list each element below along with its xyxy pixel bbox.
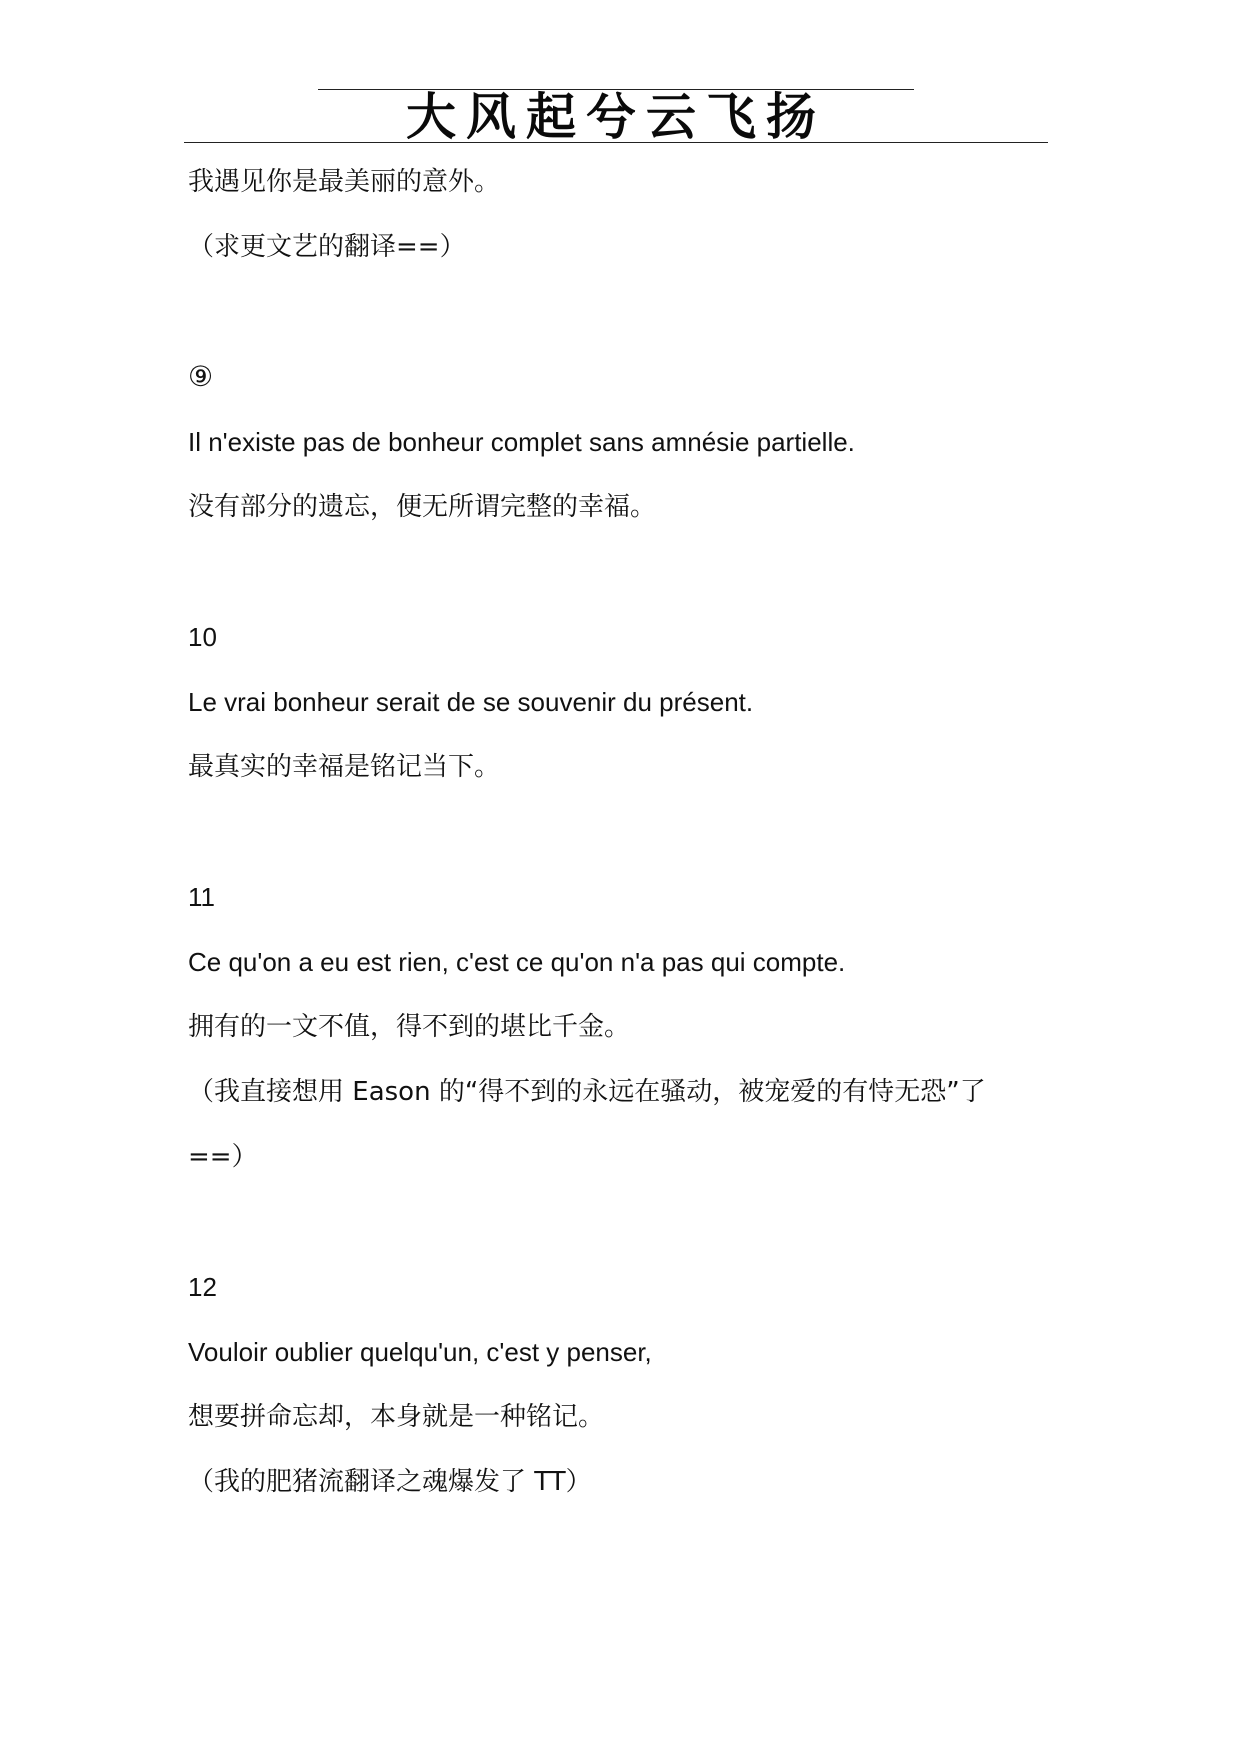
blank-line	[188, 810, 1048, 875]
translator-note-continued: ==）	[188, 1142, 258, 1172]
french-quote: Vouloir oublier quelqu'un, c'est y penser,	[188, 1337, 652, 1367]
french-quote: Ce qu'on a eu est rien, c'est ce qu'on n'a pas qui compte.	[188, 947, 846, 977]
header-bottom-rule	[184, 142, 1048, 143]
entry-number: 12	[188, 1272, 217, 1302]
chinese-translation: 没有部分的遗忘，便无所谓完整的幸福。	[188, 492, 657, 522]
header-title: 大风起兮云飞扬	[406, 87, 826, 146]
translator-note: （求更文艺的翻译==）	[188, 232, 466, 262]
blank-line	[188, 550, 1048, 615]
chinese-translation: 我遇见你是最美丽的意外。	[188, 167, 501, 197]
blank-line	[188, 290, 1048, 355]
chinese-translation: 最真实的幸福是铭记当下。	[188, 752, 501, 782]
french-quote: Il n'existe pas de bonheur complet sans amnésie partielle.	[188, 427, 855, 457]
entry-number: 10	[188, 622, 217, 652]
blank-line	[188, 1200, 1048, 1265]
chinese-translation: 拥有的一文不值，得不到的堪比千金。	[188, 1012, 631, 1042]
entry-number: ⑨	[188, 360, 214, 393]
entry-number: 11	[188, 882, 215, 912]
document-body	[188, 160, 1048, 1525]
french-quote: Le vrai bonheur serait de se souvenir du présent.	[188, 687, 754, 717]
translator-note: （我的肥猪流翻译之魂爆发了 TT）	[188, 1467, 592, 1497]
chinese-translation: 想要拼命忘却，本身就是一种铭记。	[188, 1402, 605, 1432]
translator-note: （我直接想用 Eason 的“得不到的永远在骚动，被宠爱的有恃无恐”了	[188, 1077, 986, 1107]
